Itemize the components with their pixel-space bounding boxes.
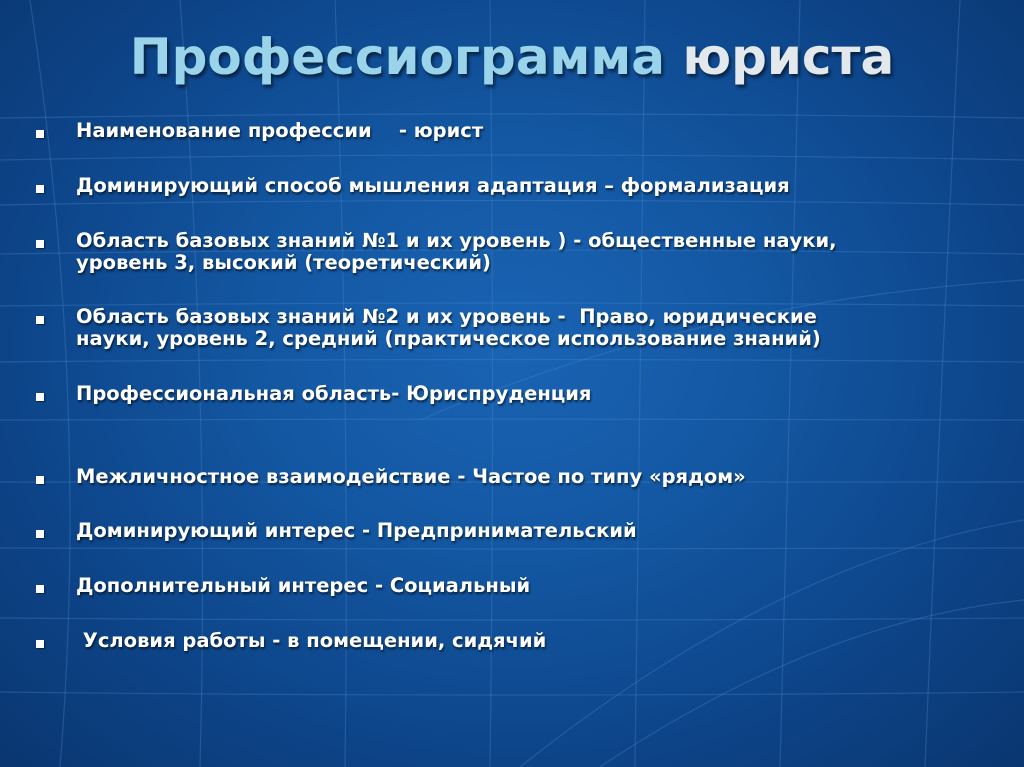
list-item-text: Доминирующий способ мышления адаптация – формализация	[76, 174, 790, 197]
bullet-icon	[36, 240, 44, 248]
bullet-icon	[36, 393, 44, 401]
list-item-text: Наименование профессии - юрист	[76, 119, 484, 142]
list-item	[36, 383, 996, 405]
list-item-text: Доминирующий интерес - Предпринимательский	[76, 519, 637, 542]
list-item-text: Область базовых знаний №2 и их уровень - Право, юридические науки, уровень 2, средний (практическое использование знаний)	[76, 305, 821, 350]
list-item-text: Область базовых знаний №1 и их уровень ) - общественные науки, уровень 3, высокий (теоретический)	[76, 229, 837, 274]
bullet-icon	[36, 185, 44, 193]
list-item	[36, 306, 996, 350]
title-part-1: Профессиограмма	[129, 28, 666, 86]
list-item-text: Профессиональная область- Юриспруденция	[76, 382, 592, 405]
list-item	[36, 120, 996, 142]
bullet-icon	[36, 585, 44, 593]
list-item-text: Дополнительный интерес - Социальный	[76, 574, 531, 597]
bullet-icon	[36, 530, 44, 538]
bullet-icon	[36, 640, 44, 648]
list-item	[36, 630, 996, 652]
bullet-icon	[36, 316, 44, 324]
title-part-2: юриста	[682, 28, 895, 86]
list-item	[36, 575, 996, 597]
bullet-icon	[36, 476, 44, 484]
list-item-text: Условия работы - в помещении, сидячий	[76, 629, 547, 652]
list-item	[36, 520, 996, 542]
list-item	[36, 230, 996, 274]
list-item-text: Межличностное взаимодействие - Частое по типу «рядом»	[76, 465, 746, 488]
list-item	[36, 175, 996, 197]
list-item	[36, 466, 996, 488]
bullet-icon	[36, 130, 44, 138]
